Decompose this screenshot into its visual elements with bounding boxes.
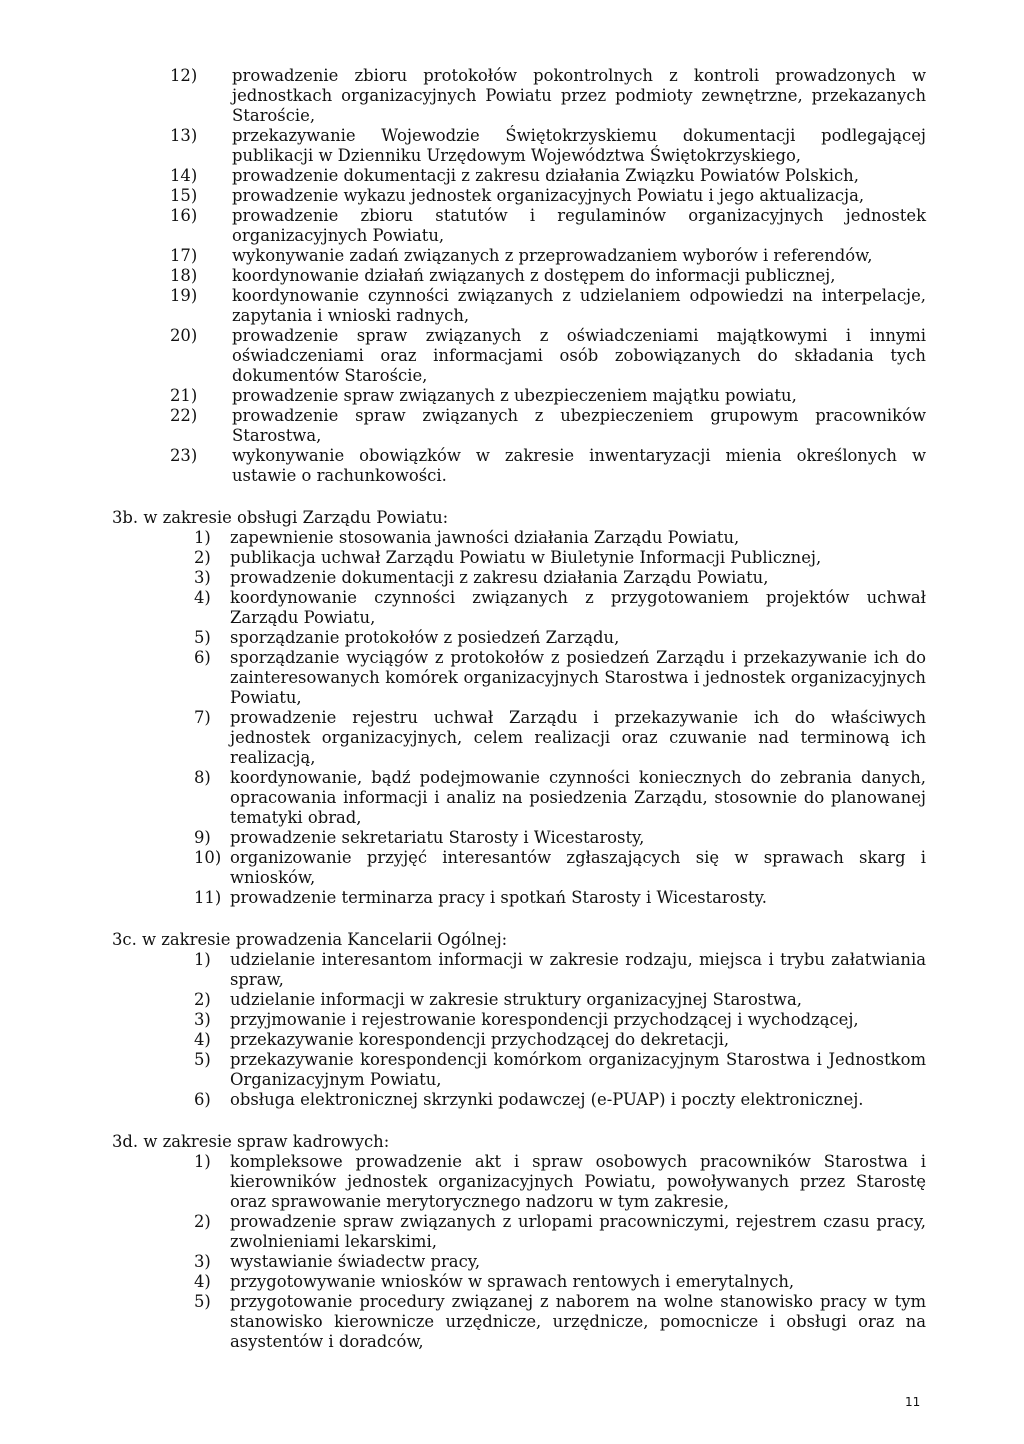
page-number: 11	[905, 1395, 921, 1409]
list-item	[194, 1252, 926, 1272]
item-text: kompleksowe prowadzenie akt i spraw osobowych pracowników Starostwa i kierowników jednostek organizacyjnych Powiatu, powoływanych przez Starostę oraz sprawowanie merytorycznego nadzoru w tym zakresie,	[230, 1152, 926, 1211]
item-text: prowadzenie dokumentacji z zakresu działania Zarządu Powiatu,	[230, 568, 769, 587]
section-heading: 3c. w zakresie prowadzenia Kancelarii Ogólnej:	[112, 930, 508, 949]
item-text: przekazywanie korespondencji przychodzącej do dekretacji,	[230, 1030, 730, 1049]
item-number: 3)	[194, 1252, 211, 1271]
item-number: 12)	[170, 66, 198, 85]
item-number: 21)	[170, 386, 198, 405]
list-item	[170, 206, 926, 246]
list-item	[170, 186, 926, 206]
item-text: koordynowanie, bądź podejmowanie czynności koniecznych do zebrania danych, opracowania informacji i analiz na posiedzenia Zarządu, stosownie do planowanej tematyki obrad,	[230, 768, 926, 827]
section-3b	[0, 508, 1024, 908]
document-body	[0, 66, 1024, 1352]
list-item	[194, 1030, 926, 1050]
item-number: 8)	[194, 768, 211, 787]
item-text: sporządzanie wyciągów z protokołów z posiedzeń Zarządu i przekazywanie ich do zainteresowanych komórek organizacyjnych Starostwa i jednostek organizacyjnych Powiatu,	[230, 648, 926, 707]
list-item	[194, 628, 926, 648]
list-item	[194, 1090, 926, 1110]
list-item	[170, 326, 926, 386]
item-text: prowadzenie spraw związanych z oświadczeniami majątkowymi i innymi oświadczeniami oraz informacjami osób zobowiązanych do składania tych dokumentów Staroście,	[232, 326, 926, 385]
item-number: 4)	[194, 588, 211, 607]
list-item	[194, 950, 926, 990]
item-number: 5)	[194, 1050, 211, 1069]
list-item	[194, 848, 926, 888]
item-number: 2)	[194, 990, 211, 1009]
item-text: koordynowanie czynności związanych z przygotowaniem projektów uchwał Zarządu Powiatu,	[230, 588, 926, 627]
item-number: 13)	[170, 126, 198, 145]
list-item	[170, 66, 926, 126]
item-number: 20)	[170, 326, 198, 345]
item-number: 11)	[194, 888, 222, 907]
item-number: 1)	[194, 528, 211, 547]
list-item	[194, 1272, 926, 1292]
item-number: 2)	[194, 1212, 211, 1231]
item-text: prowadzenie spraw związanych z ubezpieczeniem grupowym pracowników Starostwa,	[232, 406, 926, 445]
item-text: sporządzanie protokołów z posiedzeń Zarządu,	[230, 628, 620, 647]
list-item	[194, 1212, 926, 1252]
section-heading: 3d. w zakresie spraw kadrowych:	[112, 1132, 390, 1151]
item-text: prowadzenie terminarza pracy i spotkań Starosty i Wicestarosty.	[230, 888, 767, 907]
list-continuation	[0, 66, 1024, 486]
item-number: 10)	[194, 848, 222, 867]
list-item	[194, 568, 926, 588]
list-item	[194, 768, 926, 828]
list-item	[170, 286, 926, 326]
list-item	[194, 528, 926, 548]
section-heading: 3b. w zakresie obsługi Zarządu Powiatu:	[112, 508, 449, 527]
item-number: 6)	[194, 648, 211, 667]
item-text: prowadzenie zbioru statutów i regulaminów organizacyjnych jednostek organizacyjnych Powiatu,	[232, 206, 926, 245]
list-item	[194, 708, 926, 768]
item-number: 3)	[194, 568, 211, 587]
item-number: 15)	[170, 186, 198, 205]
item-number: 7)	[194, 708, 211, 727]
item-text: przygotowanie procedury związanej z naborem na wolne stanowisko pracy w tym stanowisko kierownicze urzędnicze, urzędnicze, pomocnicze i obsługi oraz na asystentów i doradców,	[230, 1292, 926, 1351]
item-number: 5)	[194, 1292, 211, 1311]
item-text: prowadzenie dokumentacji z zakresu działania Związku Powiatów Polskich,	[232, 166, 859, 185]
list-item	[170, 266, 926, 286]
item-text: prowadzenie spraw związanych z ubezpieczeniem majątku powiatu,	[232, 386, 797, 405]
item-text: udzielanie informacji w zakresie struktury organizacyjnej Starostwa,	[230, 990, 802, 1009]
item-number: 16)	[170, 206, 198, 225]
item-text: wykonywanie zadań związanych z przeprowadzaniem wyborów i referendów,	[232, 246, 873, 265]
item-number: 9)	[194, 828, 211, 847]
item-text: prowadzenie sekretariatu Starosty i Wicestarosty,	[230, 828, 645, 847]
list-item	[194, 548, 926, 568]
list-item	[194, 828, 926, 848]
item-text: przygotowywanie wniosków w sprawach rentowych i emerytalnych,	[230, 1272, 795, 1291]
item-text: prowadzenie zbioru protokołów pokontrolnych z kontroli prowadzonych w jednostkach organizacyjnych Powiatu przez podmioty zewnętrzne, przekazanych Staroście,	[232, 66, 926, 125]
item-number: 3)	[194, 1010, 211, 1029]
item-number: 17)	[170, 246, 198, 265]
list-item	[194, 888, 926, 908]
list-item	[194, 588, 926, 628]
item-number: 23)	[170, 446, 198, 465]
list-item	[170, 446, 926, 486]
list-item	[170, 246, 926, 266]
list-item	[194, 990, 926, 1010]
item-text: przekazywanie Wojewodzie Świętokrzyskiemu dokumentacji podlegającej publikacji w Dzienniku Urzędowym Województwa Świętokrzyskiego,	[232, 126, 926, 165]
item-number: 18)	[170, 266, 198, 285]
list-item	[194, 648, 926, 708]
item-text: prowadzenie spraw związanych z urlopami pracowniczymi, rejestrem czasu pracy, zwolnieniami lekarskimi,	[230, 1212, 926, 1251]
item-text: wykonywanie obowiązków w zakresie inwentaryzacji mienia określonych w ustawie o rachunkowości.	[232, 446, 926, 485]
list-item	[170, 126, 926, 166]
item-number: 4)	[194, 1030, 211, 1049]
list-item	[194, 1050, 926, 1090]
item-number: 5)	[194, 628, 211, 647]
list-item	[194, 1152, 926, 1212]
item-text: wystawianie świadectw pracy,	[230, 1252, 481, 1271]
list-item	[194, 1292, 926, 1352]
item-number: 1)	[194, 1152, 211, 1171]
item-text: koordynowanie czynności związanych z udzielaniem odpowiedzi na interpelacje, zapytania i wnioski radnych,	[232, 286, 926, 325]
list-item	[170, 166, 926, 186]
item-text: przekazywanie korespondencji komórkom organizacyjnym Starostwa i Jednostkom Organizacyjnym Powiatu,	[230, 1050, 926, 1089]
item-number: 4)	[194, 1272, 211, 1291]
item-text: prowadzenie rejestru uchwał Zarządu i przekazywanie ich do właściwych jednostek organizacyjnych, celem realizacji oraz czuwanie nad terminową ich realizacją,	[230, 708, 926, 767]
item-text: prowadzenie wykazu jednostek organizacyjnych Powiatu i jego aktualizacja,	[232, 186, 865, 205]
section-3c	[0, 930, 1024, 1110]
item-number: 1)	[194, 950, 211, 969]
item-text: udzielanie interesantom informacji w zakresie rodzaju, miejsca i trybu załatwiania spraw,	[230, 950, 926, 989]
item-text: koordynowanie działań związanych z dostępem do informacji publicznej,	[232, 266, 836, 285]
item-number: 19)	[170, 286, 198, 305]
item-text: organizowanie przyjęć interesantów zgłaszających się w sprawach skarg i wniosków,	[230, 848, 926, 887]
list-item	[170, 406, 926, 446]
item-text: publikacja uchwał Zarządu Powiatu w Biuletynie Informacji Publicznej,	[230, 548, 822, 567]
item-text: zapewnienie stosowania jawności działania Zarządu Powiatu,	[230, 528, 740, 547]
list-item	[170, 386, 926, 406]
item-text: obsługa elektronicznej skrzynki podawczej (e-PUAP) i poczty elektronicznej.	[230, 1090, 864, 1109]
item-number: 14)	[170, 166, 198, 185]
item-number: 2)	[194, 548, 211, 567]
item-number: 6)	[194, 1090, 211, 1109]
list-item	[194, 1010, 926, 1030]
item-text: przyjmowanie i rejestrowanie korespondencji przychodzącej i wychodzącej,	[230, 1010, 859, 1029]
item-number: 22)	[170, 406, 198, 425]
section-3d	[0, 1132, 1024, 1352]
